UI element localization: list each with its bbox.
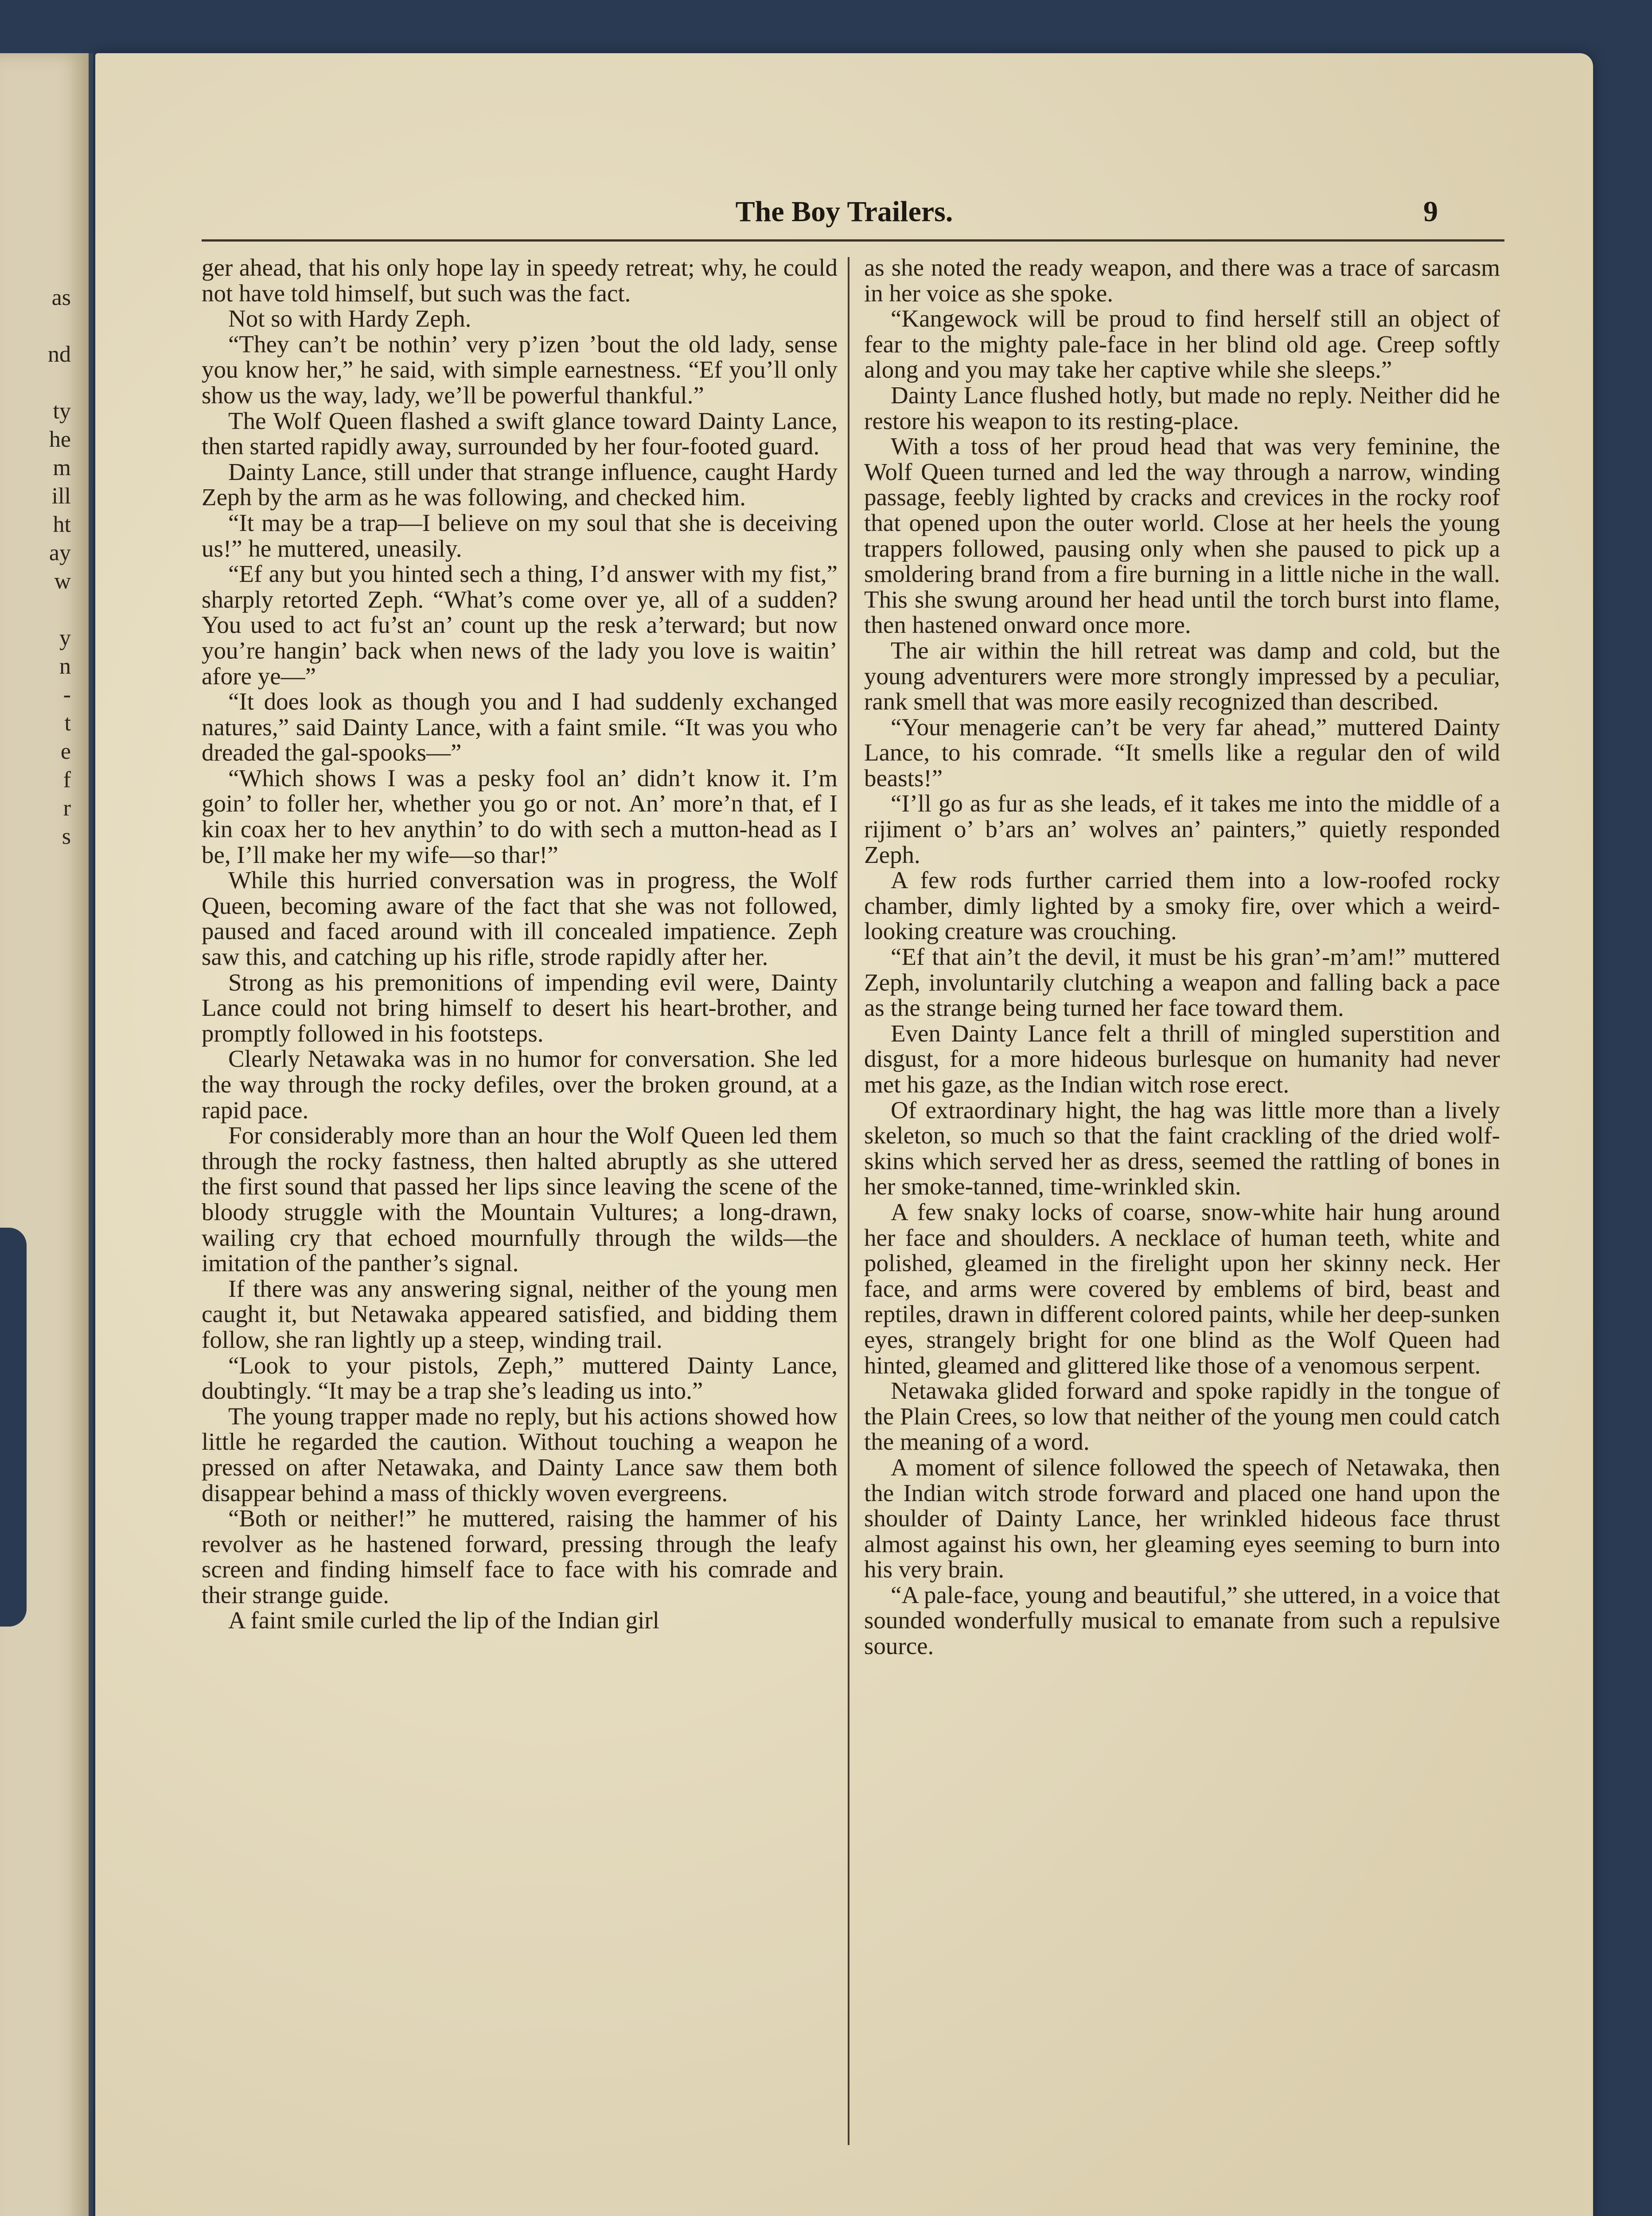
running-title: The Boy Trailers. <box>735 195 953 228</box>
paragraph: The air within the hill retreat was damp and cold, but the young adventurers were more strongly impressed by a peculiar, rank smell that was more easily recognized than described. <box>864 636 1500 715</box>
facing-page-fragment: he <box>49 427 71 452</box>
paragraph: A few rods further carried them into a low-roofed rocky chamber, dimly lighted by a smoky fire, over which a weird-looking creature was crouching. <box>864 866 1500 945</box>
paragraph: as she noted the ready weapon, and there was a trace of sarcasm in her voice as she spoke. <box>864 254 1500 307</box>
facing-page-fragment: ay <box>49 540 71 566</box>
facing-page-fragment: ht <box>53 512 71 537</box>
facing-page-fragment <box>4 312 71 340</box>
paragraph: “Ef any but you hinted sech a thing, I’d answer with my fist,” sharply retorted Zeph. “What’s come over ye, all of a sudden? You used to act fu’st an’ count up the resk a’terward; but now you’re hangin’ back when news of the lady you love is waitin’ afore ye—” <box>202 560 838 690</box>
paragraph: “I’ll go as fur as she leads, ef it takes me into the middle of a rijiment o’ b’ars an’ wolves an’ painters,” quietly responded Zeph. <box>864 790 1500 868</box>
column-divider <box>848 257 849 2145</box>
facing-page-fragment: nd <box>48 342 71 367</box>
paragraph: The Wolf Queen flashed a swift glance toward Dainty Lance, then started rapidly away, surrounded by her four-footed guard. <box>202 407 838 460</box>
paragraph: For considerably more than an hour the Wolf Queen led them through the rocky fastness, then halted abruptly as she uttered the first sound that passed her lips since leaving the scene of the bloody struggle with the Mountain Vultures; a long-drawn, wailing cry that echoed mournfully through the wilds—the imitation of the panther’s signal. <box>202 1122 838 1277</box>
facing-page-fragment <box>4 369 71 397</box>
facing-page-fragment: n <box>59 654 71 679</box>
facing-page-fragment: r <box>63 796 71 821</box>
paragraph: “A pale-face, young and beautiful,” she uttered, in a voice that sounded wonderfully musical to emanate from such a repulsive source. <box>864 1581 1500 1660</box>
facing-page-fragment: s <box>62 824 71 849</box>
facing-page-fragment: y <box>59 625 71 651</box>
paragraph: “It does look as though you and I had suddenly exchanged natures,” said Dainty Lance, with a faint smile. “It was you who dreaded the gal-spooks—” <box>202 688 838 766</box>
paragraph: “Kangewock will be proud to find herself still an object of fear to the mighty pale-face in her blind old age. Creep softly along and you may take her captive while she sleeps.” <box>864 305 1500 383</box>
facing-page-text-fragments <box>4 284 71 851</box>
paragraph: If there was any answering signal, neither of the young men caught it, but Netawaka appeared satisfied, and bidding them follow, she ran lightly up a steep, winding trail. <box>202 1275 838 1353</box>
paragraph: Clearly Netawaka was in no humor for conversation. She led the way through the rocky defiles, over the broken ground, at a rapid pace. <box>202 1045 838 1124</box>
paragraph: Dainty Lance flushed hotly, but made no reply. Neither did he restore his weapon to its resting-place. <box>864 381 1500 434</box>
book-page <box>95 53 1593 2216</box>
paragraph: “Look to your pistols, Zeph,” muttered Dainty Lance, doubtingly. “It may be a trap she’s leading us into.” <box>202 1351 838 1405</box>
paragraph: “Both or neither!” he muttered, raising the hammer of his revolver as he hastened forward, pressing through the leafy screen and finding himself face to face with his comrade and their strange guide. <box>202 1505 838 1608</box>
facing-page-fragment: ty <box>53 398 71 424</box>
paragraph: “Your menagerie can’t be very far ahead,” muttered Dainty Lance, to his comrade. “It smells like a regular den of wild beasts!” <box>864 713 1500 792</box>
facing-page-fragment: m <box>53 455 71 480</box>
paragraph: “Which shows I was a pesky fool an’ didn’t know it. I’m goin’ to foller her, whether you go or not. An’ more’n that, ef I kin coax her to hev anythin’ to do with sech a mutton-head as I be, I’ll make her my wife—so thar!” <box>202 764 838 868</box>
paragraph: Even Dainty Lance felt a thrill of mingled superstition and disgust, for a more hideous burlesque on humanity had never met his gaze, as the Indian witch rose erect. <box>864 1019 1500 1098</box>
paragraph: Not so with Hardy Zeph. <box>228 305 471 332</box>
paragraph: “It may be a trap—I believe on my soul that she is deceiving us!” he muttered, uneasily. <box>202 509 838 562</box>
paragraph: “They can’t be nothin’ very p’izen ’bout the old lady, sense you know her,” he said, with simple earnestness. “Ef you’ll only show us the way, lady, we’ll be powerful thankful.” <box>202 330 838 409</box>
paragraph: ger ahead, that his only hope lay in speedy retreat; why, he could not have told himself, but such was the fact. <box>202 254 838 307</box>
facing-page-fragment: - <box>63 682 71 707</box>
paragraph: A moment of silence followed the speech of Netawaka, then the Indian witch strode forward and placed one hand upon the shoulder of Dainty Lance, her wrinkled hideous face thrust almost against his own, her gleaming eyes seeming to burn into his very brain. <box>864 1453 1500 1583</box>
left-column <box>202 255 838 1633</box>
facing-page-fragment: f <box>63 767 71 792</box>
facing-page-fragment: t <box>64 710 71 736</box>
paragraph: The young trapper made no reply, but his actions showed how little he regarded the caution. Without touching a weapon he pressed on after Netawaka, and Dainty Lance saw them both disappear behind a mass of thickly woven evergreens. <box>202 1402 838 1506</box>
paragraph: While this hurried conversation was in progress, the Wolf Queen, becoming aware of the fact that she was not followed, paused and faced around with ill concealed impatience. Zeph saw this, and catching up his rifle, strode rapidly after her. <box>202 866 838 971</box>
facing-page-fragment: w <box>54 569 71 594</box>
page-number: 9 <box>1423 195 1438 228</box>
paragraph: A few snaky locks of coarse, snow-white hair hung around her face and shoulders. A necklace of human teeth, white and polished, gleamed in the firelight upon her skinny neck. Her face, and arms were covered by emblems of bird, beast and reptiles, drawn in different colored paints, while her deep-sunken eyes, strangely bright for one blind as the Wolf Queen had hinted, gleamed and glittered like those of a venomous serpent. <box>864 1198 1500 1379</box>
paragraph: Dainty Lance, still under that strange influence, caught Hardy Zeph by the arm as he was following, and checked him. <box>202 458 838 511</box>
facing-page-fragment: ill <box>51 484 71 509</box>
header-rule <box>202 239 1504 242</box>
facing-page-fragment: e <box>60 739 71 764</box>
right-column <box>864 255 1500 1659</box>
paragraph: Netawaka glided forward and spoke rapidly in the tongue of the Plain Crees, so low that neither of the young men could catch the meaning of a word. <box>864 1377 1500 1455</box>
paragraph: A faint smile curled the lip of the Indian girl <box>228 1607 659 1634</box>
paragraph: With a toss of her proud head that was very feminine, the Wolf Queen turned and led the way through a narrow, winding passage, feebly lighted by cracks and crevices in the rocky roof that opened upon the outer world. Close at her heels the young trappers followed, pausing only when she paused to pick up a smoldering brand from a fire burning in a little niche in the wall. This she swung around her head until the torch burst into flame, then hastened onward once more. <box>864 433 1500 639</box>
facing-page-edge <box>0 53 93 2216</box>
facing-page-fragment: as <box>51 285 71 310</box>
paragraph: Of extraordinary hight, the hag was little more than a lively skeleton, so much so that the faint crackling of the dried wolf-skins which served her as dress, seemed the rattling of bones in her smoke-tanned, time-wrinkled skin. <box>864 1096 1500 1200</box>
torn-edge <box>0 1228 27 1627</box>
paragraph: “Ef that ain’t the devil, it must be his gran’-m’am!” muttered Zeph, involuntarily clutching a weapon and falling back a pace as the strange being turned her face toward them. <box>864 943 1500 1022</box>
facing-page-fragment <box>4 596 71 624</box>
paragraph: Strong as his premonitions of impending evil were, Dainty Lance could not bring himself to desert his heart-brother, and promptly followed in his footsteps. <box>202 968 838 1047</box>
